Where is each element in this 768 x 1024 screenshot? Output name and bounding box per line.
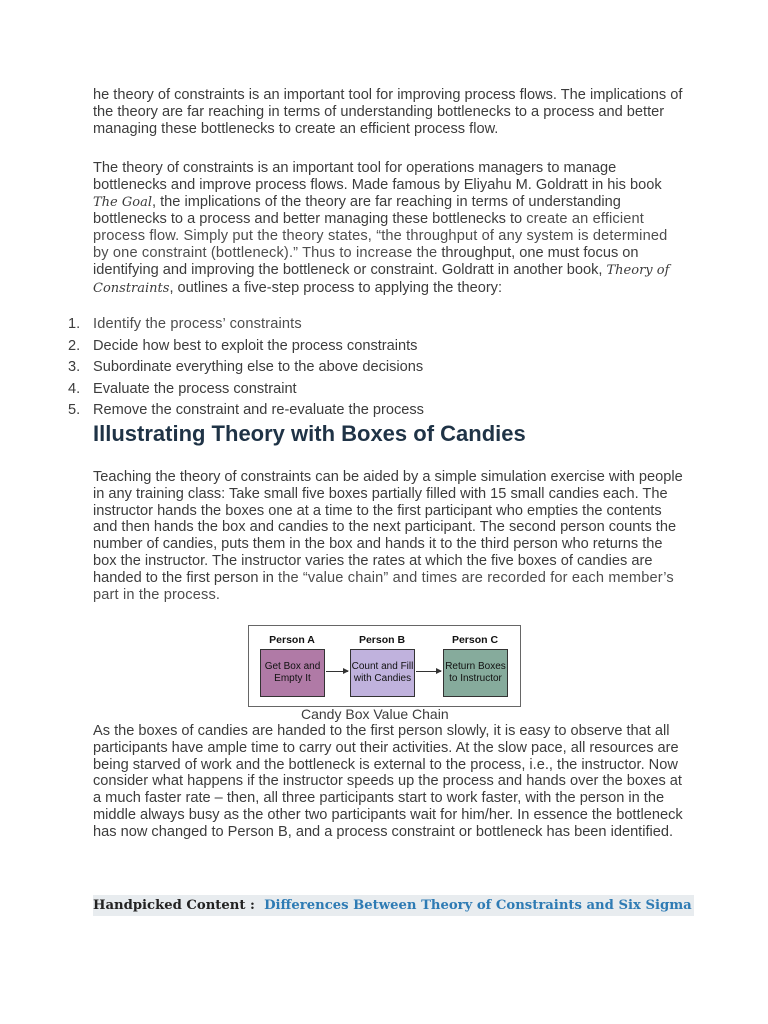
list-text: Identify the process’ constraints <box>93 316 302 332</box>
value-chain-diagram <box>248 625 521 707</box>
person-a-box <box>260 649 325 697</box>
list-item <box>68 400 424 422</box>
section-heading: Illustrating Theory with Boxes of Candies <box>93 421 526 446</box>
person-a-task: Get Box and Empty It <box>264 660 321 684</box>
list-number: 1. <box>68 316 81 332</box>
list-text: Evaluate the process constraint <box>93 380 297 397</box>
intro-paragraph: he theory of constraints is an important tool for improving process flows. The implications of the theory are far reaching in terms of understanding bottlenecks to a process and better managing these bottlenecks to create an efficient process flow. <box>93 87 683 137</box>
person-b-task: Count and Fill with Candies <box>351 660 414 684</box>
person-c-label: Person C <box>451 634 499 646</box>
person-b-box <box>350 649 415 697</box>
conclusion-paragraph: As the boxes of candies are handed to the first person slowly, it is easy to observe that all participants have ample time to carry out their activities. At the slow pace, all resources are being starved of work and the bottleneck is external to the process, i.e., the instructor. Now consider what happens if the instructor speeds up the process and hands over the boxes at a much faster rate – then, all three participants start to work faster, with the person in the middle always busy as the other two participants wait for him/her. In essence the bottleneck has now changed to Person B, and a process constraint or bottleneck has been identified. <box>93 723 683 840</box>
person-c-task: Return Boxes to Instructor <box>445 660 506 684</box>
handpicked-link[interactable]: Differences Between Theory of Constraints and Six Sigma <box>264 898 692 913</box>
candies-text-2: the “value chain” and times are recorded for each member’s part in the process. <box>93 569 674 603</box>
list-number: 4. <box>68 380 81 397</box>
list-number: 5. <box>68 402 81 418</box>
list-text: Subordinate everything else to the above decisions <box>93 359 424 375</box>
list-item <box>68 379 424 401</box>
list-text: Remove the constraint and re-evaluate the process <box>93 402 424 418</box>
book-title-theory-of-constraints: Theory of Constraints <box>93 262 670 296</box>
list-number: 2. <box>68 337 81 354</box>
list-number: 3. <box>68 359 81 375</box>
candies-paragraph <box>93 469 683 603</box>
body-text-2: , the implications of the theory are far reaching in terms of understanding bottlenecks to a process and better managing these bottlenecks to <box>93 193 621 228</box>
person-c-box <box>443 649 508 697</box>
list-item <box>68 336 424 358</box>
five-step-list <box>68 314 424 422</box>
arrow-right-icon <box>416 671 441 672</box>
book-title-the-goal: The Goal <box>93 194 152 210</box>
handpicked-label: Handpicked Content : <box>93 898 255 913</box>
list-item <box>68 357 424 379</box>
body-text-5: , outlines a five-step process to applying the theory: <box>169 279 503 296</box>
person-a-label: Person A <box>269 634 315 646</box>
body-text-1: The theory of constraints is an important tool for operations managers to manage bottlenecks and improve process flows. Made famous by Eliyahu M. Goldratt in his book <box>93 160 662 193</box>
body-text-3: create an efficient process flow. Simply put the theory states, “the throughput of any system is determined by one constraint (bottleneck).” Thus to increase the <box>93 211 668 261</box>
handpicked-content <box>93 895 694 916</box>
candies-text-1: Teaching the theory of constraints can be aided by a simple simulation exercise with people in any training class: Take small five boxes partially filled with 15 small candies each. The instructor hands the boxes one at a time to the first participant who empties the contents and then hands the box and candies to the next participant. The second person counts the number of candies, puts them in the box and hands it to the third person who returns the box the instructor. The instructor varies the rates at which the five boxes of candies are handed to the first person in <box>93 469 683 586</box>
list-item <box>68 314 424 336</box>
body-text-4: throughput, one must focus on identifying and improving the bottleneck or constraint. Goldratt in another book, <box>93 244 639 278</box>
list-text: Decide how best to exploit the process constraints <box>93 337 418 354</box>
diagram-caption: Candy Box Value Chain <box>301 706 449 722</box>
person-b-label: Person B <box>358 634 406 646</box>
arrow-right-icon <box>326 671 348 672</box>
body-paragraph <box>93 160 683 297</box>
